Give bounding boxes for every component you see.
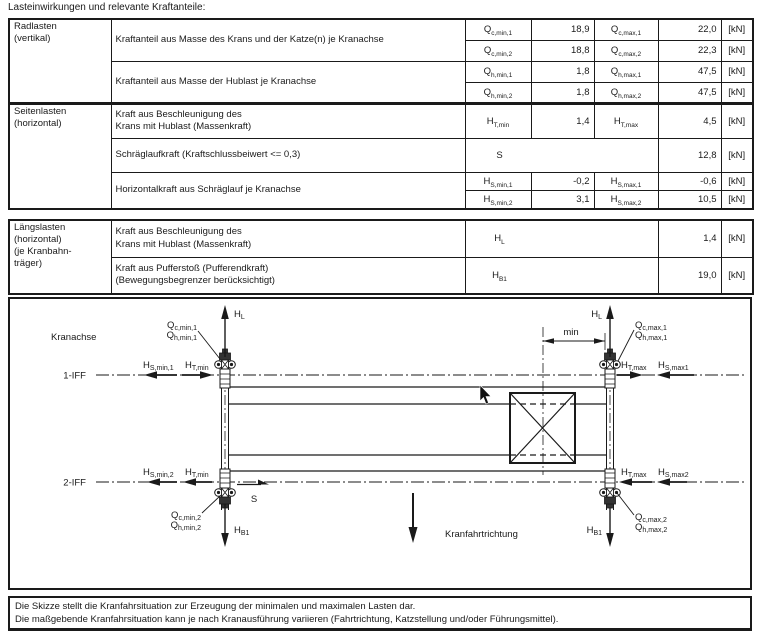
table-row <box>9 220 753 257</box>
value-max-cell: 19,0 <box>658 257 721 294</box>
wheel-bottom-left <box>215 469 236 508</box>
symbol-max-cell: $Q_{c,max,1}$ <box>594 19 658 40</box>
symbol-max-cell: $Q_{c,max,2}$ <box>594 40 658 61</box>
qh-min2-label: $Q_{h,min,2}$ <box>170 520 201 532</box>
qh-max1-label: $Q_{h,max,1}$ <box>635 330 668 342</box>
value-min-cell: 3,1 <box>531 191 594 210</box>
value-min-cell: 18,8 <box>531 40 594 61</box>
wheel-bottom-right <box>600 469 621 508</box>
symbol-max-cell: $Q_{h,max,1}$ <box>594 61 658 82</box>
value-max-cell: 12,8 <box>658 138 721 172</box>
unit-cell: [kN] <box>721 40 753 61</box>
q-labels-bottom-left <box>171 496 220 532</box>
crane-sketch-svg <box>8 297 752 590</box>
ht-min-label: $H_{T,min}$ <box>185 467 209 479</box>
sketch-border <box>9 298 751 589</box>
s-label: S <box>250 494 258 505</box>
symbol-min-cell: $H_{S,min,1}$ <box>465 172 531 191</box>
qc-max1-label: $Q_{c,max,1}$ <box>635 320 667 332</box>
hs-min2-label: $H_{S,min,2}$ <box>143 467 174 479</box>
unit-cell: [kN] <box>721 220 753 257</box>
hb1-label: $H_{B1}$ <box>234 525 250 537</box>
unit-cell: [kN] <box>721 19 753 40</box>
symbol-min-cell: $H_{T,min}$ <box>465 104 531 138</box>
hs-max2-arrow <box>657 467 689 486</box>
unit-cell: [kN] <box>721 257 753 294</box>
value-min-cell: 18,9 <box>531 19 594 40</box>
hb1-arrow-right <box>587 508 614 547</box>
symbol-max-cell: $H_{S,max,1}$ <box>594 172 658 191</box>
table-row <box>9 138 753 172</box>
hl-label: $H_L$ <box>591 309 602 321</box>
hl-arrow-left <box>221 305 245 357</box>
symbol-min-cell: $Q_{h,min,2}$ <box>465 82 531 103</box>
table-row <box>9 257 753 294</box>
value-max-cell: 22,0 <box>658 19 721 40</box>
crane-axis-lines <box>96 327 745 525</box>
footer-line-1: Die Skizze stellt die Kranfahrsituation zur Erzeugung der minimalen und maximalen Lasten dar. <box>15 601 416 612</box>
q-labels-bottom-right <box>617 493 667 534</box>
seitenlasten-table <box>8 103 754 210</box>
table-row <box>9 19 753 40</box>
hl-label: $H_L$ <box>234 309 245 321</box>
table-row <box>9 172 753 191</box>
value-max-cell: 10,5 <box>658 191 721 210</box>
kranachse-label: Kranachse <box>51 332 97 343</box>
symbol-cell: $H_L$ <box>465 220 658 257</box>
symbol-min-cell: $Q_{c,min,1}$ <box>465 19 531 40</box>
q-labels-top-right <box>618 320 667 361</box>
min-dimension-label: min <box>563 327 579 338</box>
value-min-cell: 1,4 <box>531 104 594 138</box>
unit-cell: [kN] <box>721 191 753 210</box>
crane-sketch <box>8 297 752 590</box>
min-dimension <box>543 327 605 350</box>
table-row <box>9 104 753 138</box>
hs-min1-arrow <box>143 360 177 379</box>
hs-min1-label: $H_{S,min,1}$ <box>143 360 174 372</box>
q-labels-top-left <box>167 320 220 359</box>
qc-max2-label: $Q_{c,max,2}$ <box>635 512 667 524</box>
ht-max-arrow-top <box>617 360 647 379</box>
hb1-label: $H_{B1}$ <box>586 525 602 537</box>
hl-arrow-right <box>591 305 614 357</box>
description-cell: Kraftanteil aus Masse der Hublast je Kranachse <box>111 61 465 103</box>
value-max-cell: 47,5 <box>658 82 721 103</box>
hs-min2-arrow <box>143 467 177 486</box>
axis-1-label: 1-IFF <box>63 370 86 382</box>
kranfahrtrichtung-label: Kranfahrtrichtung <box>445 529 518 540</box>
description-cell: Kraftanteil aus Masse des Krans und der Katze(n) je Kranachse <box>111 19 465 61</box>
ht-min-arrow-bottom <box>183 467 212 486</box>
value-max-cell: 22,3 <box>658 40 721 61</box>
description-cell: Kraft aus Beschleunigung des Krans mit Hublast (Massenkraft) <box>111 104 465 138</box>
description-cell: Kraft aus Beschleunigung des Krans mit Hublast (Massenkraft) <box>111 220 465 257</box>
hb1-arrow-left <box>221 504 249 547</box>
table-row <box>9 61 753 82</box>
symbol-min-cell: $H_{S,min,2}$ <box>465 191 531 210</box>
category-cell: Längslasten (horizontal) (je Kranbahn- träger) <box>9 220 111 294</box>
value-max-cell: -0,6 <box>658 172 721 191</box>
axis-2-label: 2-IFF <box>63 477 86 489</box>
qh-min1-label: $Q_{h,min,1}$ <box>166 330 197 342</box>
value-min-cell: 1,8 <box>531 82 594 103</box>
footer-line-2: Die maßgebende Kranfahrsituation kann je nach Kranausführung variieren (Fahrtrichtung, Katzstellung und/oder Führungsmittel). <box>15 614 559 625</box>
unit-cell: [kN] <box>721 61 753 82</box>
ht-max-label: $H_{T,max}$ <box>621 467 647 479</box>
hs-max1-label: $H_{S,max1}$ <box>658 360 689 372</box>
category-cell: Radlasten (vertikal) <box>9 19 111 103</box>
qc-min2-label: $Q_{c,min,2}$ <box>171 510 201 522</box>
symbol-max-cell: $H_{T,max}$ <box>594 104 658 138</box>
ht-min-arrow-top <box>182 360 213 379</box>
value-max-cell: 1,4 <box>658 220 721 257</box>
description-cell: Schräglaufkraft (Kraftschlussbeiwert <= 0,3) <box>111 138 465 172</box>
symbol-max-cell: $H_{S,max,2}$ <box>594 191 658 210</box>
description-cell: Horizontalkraft aus Schräglauf je Kranachse <box>111 172 465 209</box>
category-cell: Seitenlasten (horizontal) <box>9 104 111 209</box>
radlasten-table <box>8 18 754 104</box>
unit-cell: [kN] <box>721 104 753 138</box>
description-cell: Kraft aus Pufferstoß (Pufferendkraft) (Bewegungsbegrenzer berücksichtigt) <box>111 257 465 294</box>
value-max-cell: 4,5 <box>658 104 721 138</box>
ht-max-arrow-bottom <box>619 467 652 486</box>
footer-notes <box>8 596 752 631</box>
hs-max2-label: $H_{S,max2}$ <box>658 467 689 479</box>
qc-min1-label: $Q_{c,min,1}$ <box>167 320 197 332</box>
value-max-cell: 47,5 <box>658 61 721 82</box>
hs-max1-arrow <box>657 360 694 379</box>
unit-cell: [kN] <box>721 82 753 103</box>
symbol-cell: $H_{B1}$ <box>465 257 658 294</box>
page-title: Lasteinwirkungen und relevante Kraftanteile: <box>8 2 206 13</box>
s-skew-arrow <box>237 480 269 506</box>
unit-cell: [kN] <box>721 172 753 191</box>
kranfahrtrichtung-arrow <box>409 493 518 543</box>
laengslasten-table <box>8 219 754 295</box>
symbol-min-cell: $Q_{h,min,1}$ <box>465 61 531 82</box>
symbol-cell: S <box>465 138 658 172</box>
symbol-min-cell: $Q_{c,min,2}$ <box>465 40 531 61</box>
mouse-cursor <box>480 385 491 404</box>
ht-min-label: $H_{T,min}$ <box>185 360 209 372</box>
bridge-girders <box>229 387 606 471</box>
symbol-max-cell: $Q_{h,max,2}$ <box>594 82 658 103</box>
value-min-cell: 1,8 <box>531 61 594 82</box>
value-min-cell: -0,2 <box>531 172 594 191</box>
ht-max-label: $H_{T,max}$ <box>621 360 647 372</box>
unit-cell: [kN] <box>721 138 753 172</box>
qh-max2-label: $Q_{h,max,2}$ <box>635 522 668 534</box>
